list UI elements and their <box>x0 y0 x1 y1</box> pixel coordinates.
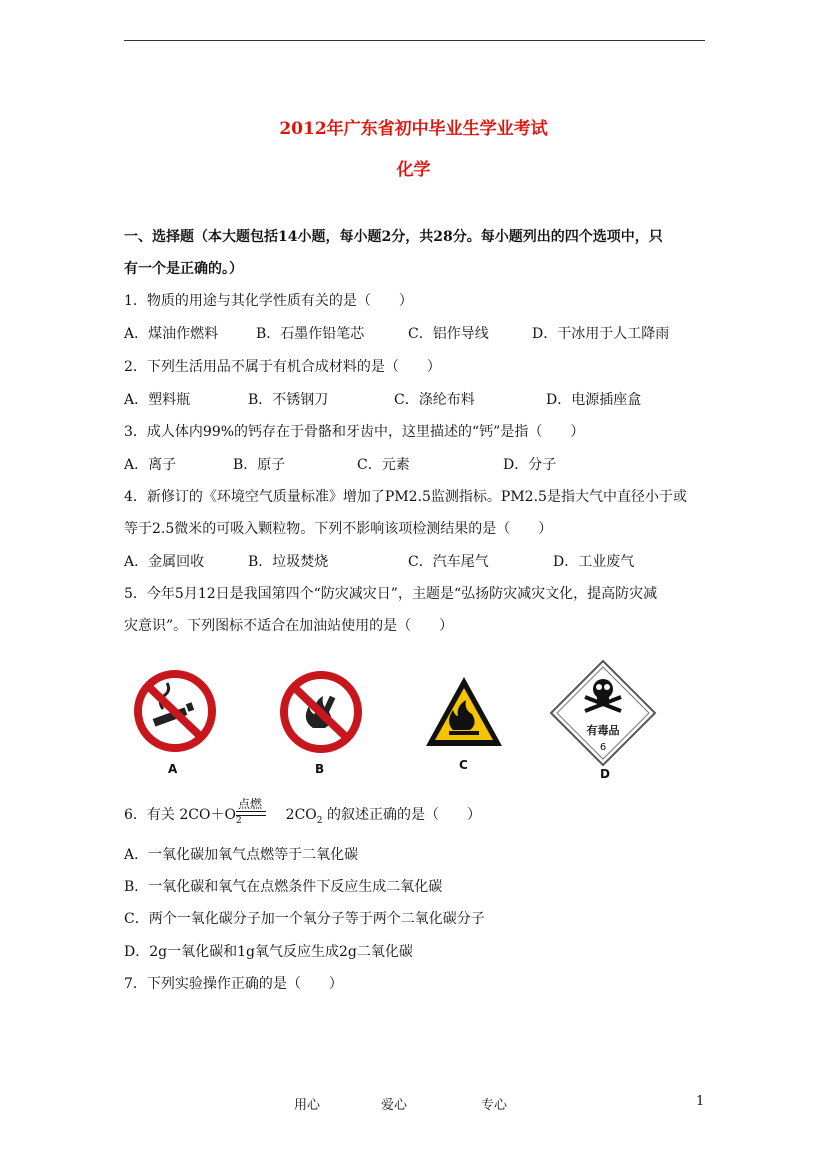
section-heading-line1: 一、选择题（本大题包括14小题，每小题2分，共28分。每小题列出的四个选项中，只 <box>124 229 663 245</box>
sign-label-b: B <box>315 762 325 776</box>
sign-label-d: D <box>600 767 610 781</box>
poison-label: 有毒品 <box>586 724 620 737</box>
q3-option-c: C．元素 <box>357 457 410 473</box>
q1-option-d: D．干冰用于人工降雨 <box>532 326 670 342</box>
q3-option-d: D．分子 <box>503 457 557 473</box>
q6-option-a: A．一氧化碳加氧气点燃等于二氧化碳 <box>124 847 359 863</box>
q6-product: 2CO <box>285 807 317 823</box>
q6-stem <box>124 806 481 830</box>
q6-option-d: D．2g一氧化碳和1g氧气反应生成2g二氧化碳 <box>124 944 413 960</box>
q5-stem-line2: 灾意识”。下列图标不适合在加油站使用的是（ ） <box>124 618 454 634</box>
q6-sub-co2: 2 <box>316 815 323 826</box>
q4-option-a: A．金属回收 <box>124 554 205 570</box>
q6-option-c: C．两个一氧化碳分子加一个氧分子等于两个二氧化碳分子 <box>124 911 485 927</box>
q2-option-b: B．不锈钢刀 <box>248 392 329 408</box>
footer-left: 用心 <box>294 1098 321 1113</box>
q1-option-b: B．石墨作铅笔芯 <box>256 326 365 342</box>
q2-option-d: D．电源插座盒 <box>546 392 642 408</box>
q4-option-c: C．汽车尾气 <box>408 554 489 570</box>
no-smoking-icon <box>133 669 217 753</box>
footer-middle: 爱心 <box>381 1098 408 1113</box>
q5-stem-line1: 5．今年5月12日是我国第四个“防灾减灾日”，主题是“弘扬防灾减灾文化，提高防灾减 <box>124 586 658 602</box>
flammable-warning-icon <box>423 674 505 750</box>
q4-option-b: B．垃圾焚烧 <box>248 554 329 570</box>
page-number: 1 <box>696 1094 705 1109</box>
q6-prefix: 6．有关 2CO＋O <box>124 807 236 823</box>
footer-right: 专心 <box>481 1098 508 1113</box>
no-fire-icon <box>279 670 363 754</box>
section-heading-line2: 有一个是正确的。） <box>124 261 243 277</box>
exam-title: 2012年广东省初中毕业生学业考试 <box>279 119 548 139</box>
sign-label-a: A <box>168 762 178 776</box>
q1-option-c: C．铝作导线 <box>408 326 489 342</box>
q7-stem: 7．下列实验操作正确的是（ ） <box>124 976 343 992</box>
header-rule <box>124 40 705 41</box>
poison-class: 6 <box>599 742 607 753</box>
q2-option-c: C．涤纶布料 <box>394 392 475 408</box>
q6-equals-sign <box>236 811 266 816</box>
q3-option-a: A．离子 <box>124 457 177 473</box>
q6-sub-o2: 2 <box>235 815 242 826</box>
q2-stem: 2．下列生活用品不属于有机合成材料的是（ ） <box>124 359 441 375</box>
q2-option-a: A．塑料瓶 <box>124 392 191 408</box>
q6-suffix: 的叙述正确的是（ ） <box>322 807 481 823</box>
q1-option-a: A．煤油作燃料 <box>124 326 219 342</box>
q1-stem: 1．物质的用途与其化学性质有关的是（ ） <box>124 293 413 309</box>
q4-stem-line1: 4．新修订的《环境空气质量标准》增加了PM2.5监测指标。PM2.5是指大气中直径小于或 <box>124 489 687 505</box>
toxic-skull-icon <box>549 659 657 767</box>
q6-condition: 点燃 <box>238 797 263 811</box>
q6-option-b: B．一氧化碳和氧气在点燃条件下反应生成二氧化碳 <box>124 879 443 895</box>
sign-label-c: C <box>459 758 468 772</box>
subject-title: 化学 <box>396 160 431 180</box>
q3-option-b: B．原子 <box>233 457 286 473</box>
q4-option-d: D．工业废气 <box>553 554 635 570</box>
q4-stem-line2: 等于2.5微米的可吸入颗粒物。下列不影响该项检测结果的是（ ） <box>124 521 553 537</box>
q3-stem: 3．成人体内99%的钙存在于骨骼和牙齿中，这里描述的“钙”是指（ ） <box>124 424 585 440</box>
